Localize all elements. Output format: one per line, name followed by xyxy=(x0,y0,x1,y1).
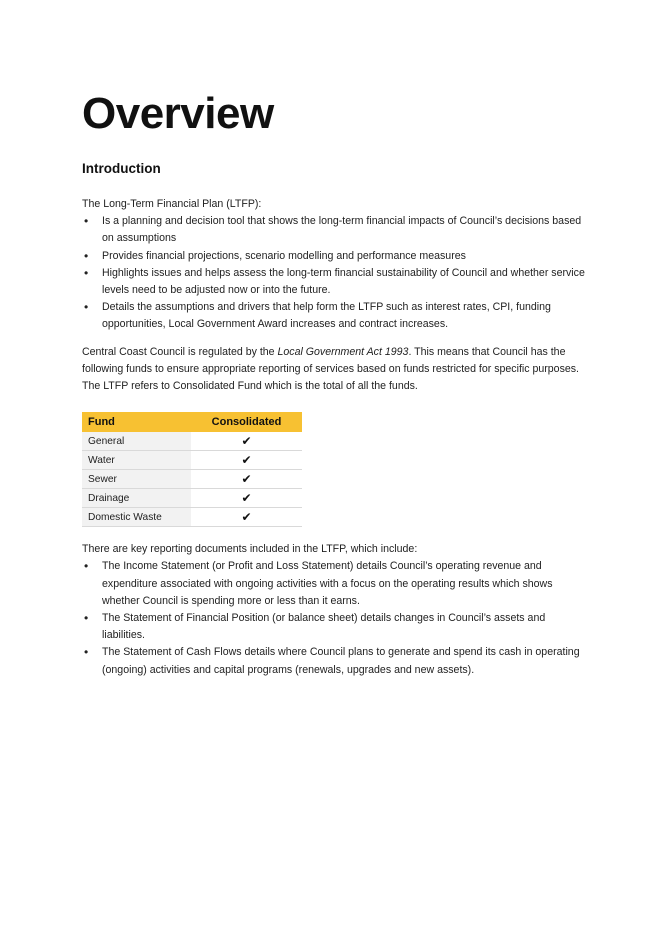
check-icon: ✔ xyxy=(191,470,302,489)
list-item: • The Statement of Cash Flows details where Council plans to generate and spend its cash in operating (ongoing) activities and capital programs (renewals, upgrades and new assets). xyxy=(84,645,580,676)
reporting-list xyxy=(82,558,590,678)
council-paragraph: Central Coast Council is regulated by the Local Government Act 1993. This means that Council has the following funds to ensure appropriate reporting of services based on funds restricted for specific purposes. The LTFP refers to Consolidated Fund which is the total of all the funds. xyxy=(82,345,580,393)
table-row xyxy=(82,489,302,508)
list-item: • Is a planning and decision tool that shows the long-term financial impacts of Council’s decisions based on assumptions xyxy=(84,214,582,245)
bullet-icon: • xyxy=(84,559,89,574)
bullet-icon: • xyxy=(84,214,89,229)
bullet-icon: • xyxy=(84,645,89,660)
list-item: • Details the assumptions and drivers that help form the LTFP such as interest rates, CPI, funding opportunities, Local Government Award increases and contract increases. xyxy=(84,300,551,331)
table-row xyxy=(82,508,302,527)
list-item: • Provides financial projections, scenario modelling and performance measures xyxy=(82,248,590,265)
consolidated-column-header: Consolidated xyxy=(191,412,302,432)
check-icon: ✔ xyxy=(191,432,302,451)
fund-name: Sewer xyxy=(82,470,191,489)
fund-column-header: Fund xyxy=(82,412,191,432)
bullet-icon: • xyxy=(84,611,89,626)
table-row xyxy=(82,432,302,451)
table-header-row xyxy=(82,412,302,432)
check-icon: ✔ xyxy=(191,508,302,527)
fund-table xyxy=(82,412,302,527)
fund-name: Drainage xyxy=(82,489,191,508)
fund-name: General xyxy=(82,432,191,451)
bullet-icon: • xyxy=(84,265,89,280)
page-title: Overview xyxy=(82,89,274,138)
bullet-icon: • xyxy=(84,300,89,315)
list-item: • The Income Statement (or Profit and Loss Statement) details Council’s operating revenue and expenditure associated with ongoing activities with a focus on the operating results which shows whether Council is spending more or less than it earns. xyxy=(84,559,553,607)
reporting-intro: There are key reporting documents included in the LTFP, which include: xyxy=(82,543,418,556)
bullet-icon: • xyxy=(84,248,89,263)
list-item: • The Statement of Financial Position (or balance sheet) details changes in Council’s assets and liabilities. xyxy=(84,611,546,642)
check-icon: ✔ xyxy=(191,489,302,508)
fund-name: Water xyxy=(82,451,191,470)
check-icon: ✔ xyxy=(191,451,302,470)
fund-name: Domestic Waste xyxy=(82,508,191,527)
ltfp-list xyxy=(82,213,590,333)
ltfp-intro: The Long-Term Financial Plan (LTFP): xyxy=(82,198,262,210)
table-row xyxy=(82,470,302,489)
table-row xyxy=(82,451,302,470)
section-heading: Introduction xyxy=(82,161,161,176)
list-item: • Highlights issues and helps assess the long-term financial sustainability of Council and whether service levels need to be adjusted now or into the future. xyxy=(84,265,585,297)
act-name: Local Government Act 1993 xyxy=(277,345,409,358)
